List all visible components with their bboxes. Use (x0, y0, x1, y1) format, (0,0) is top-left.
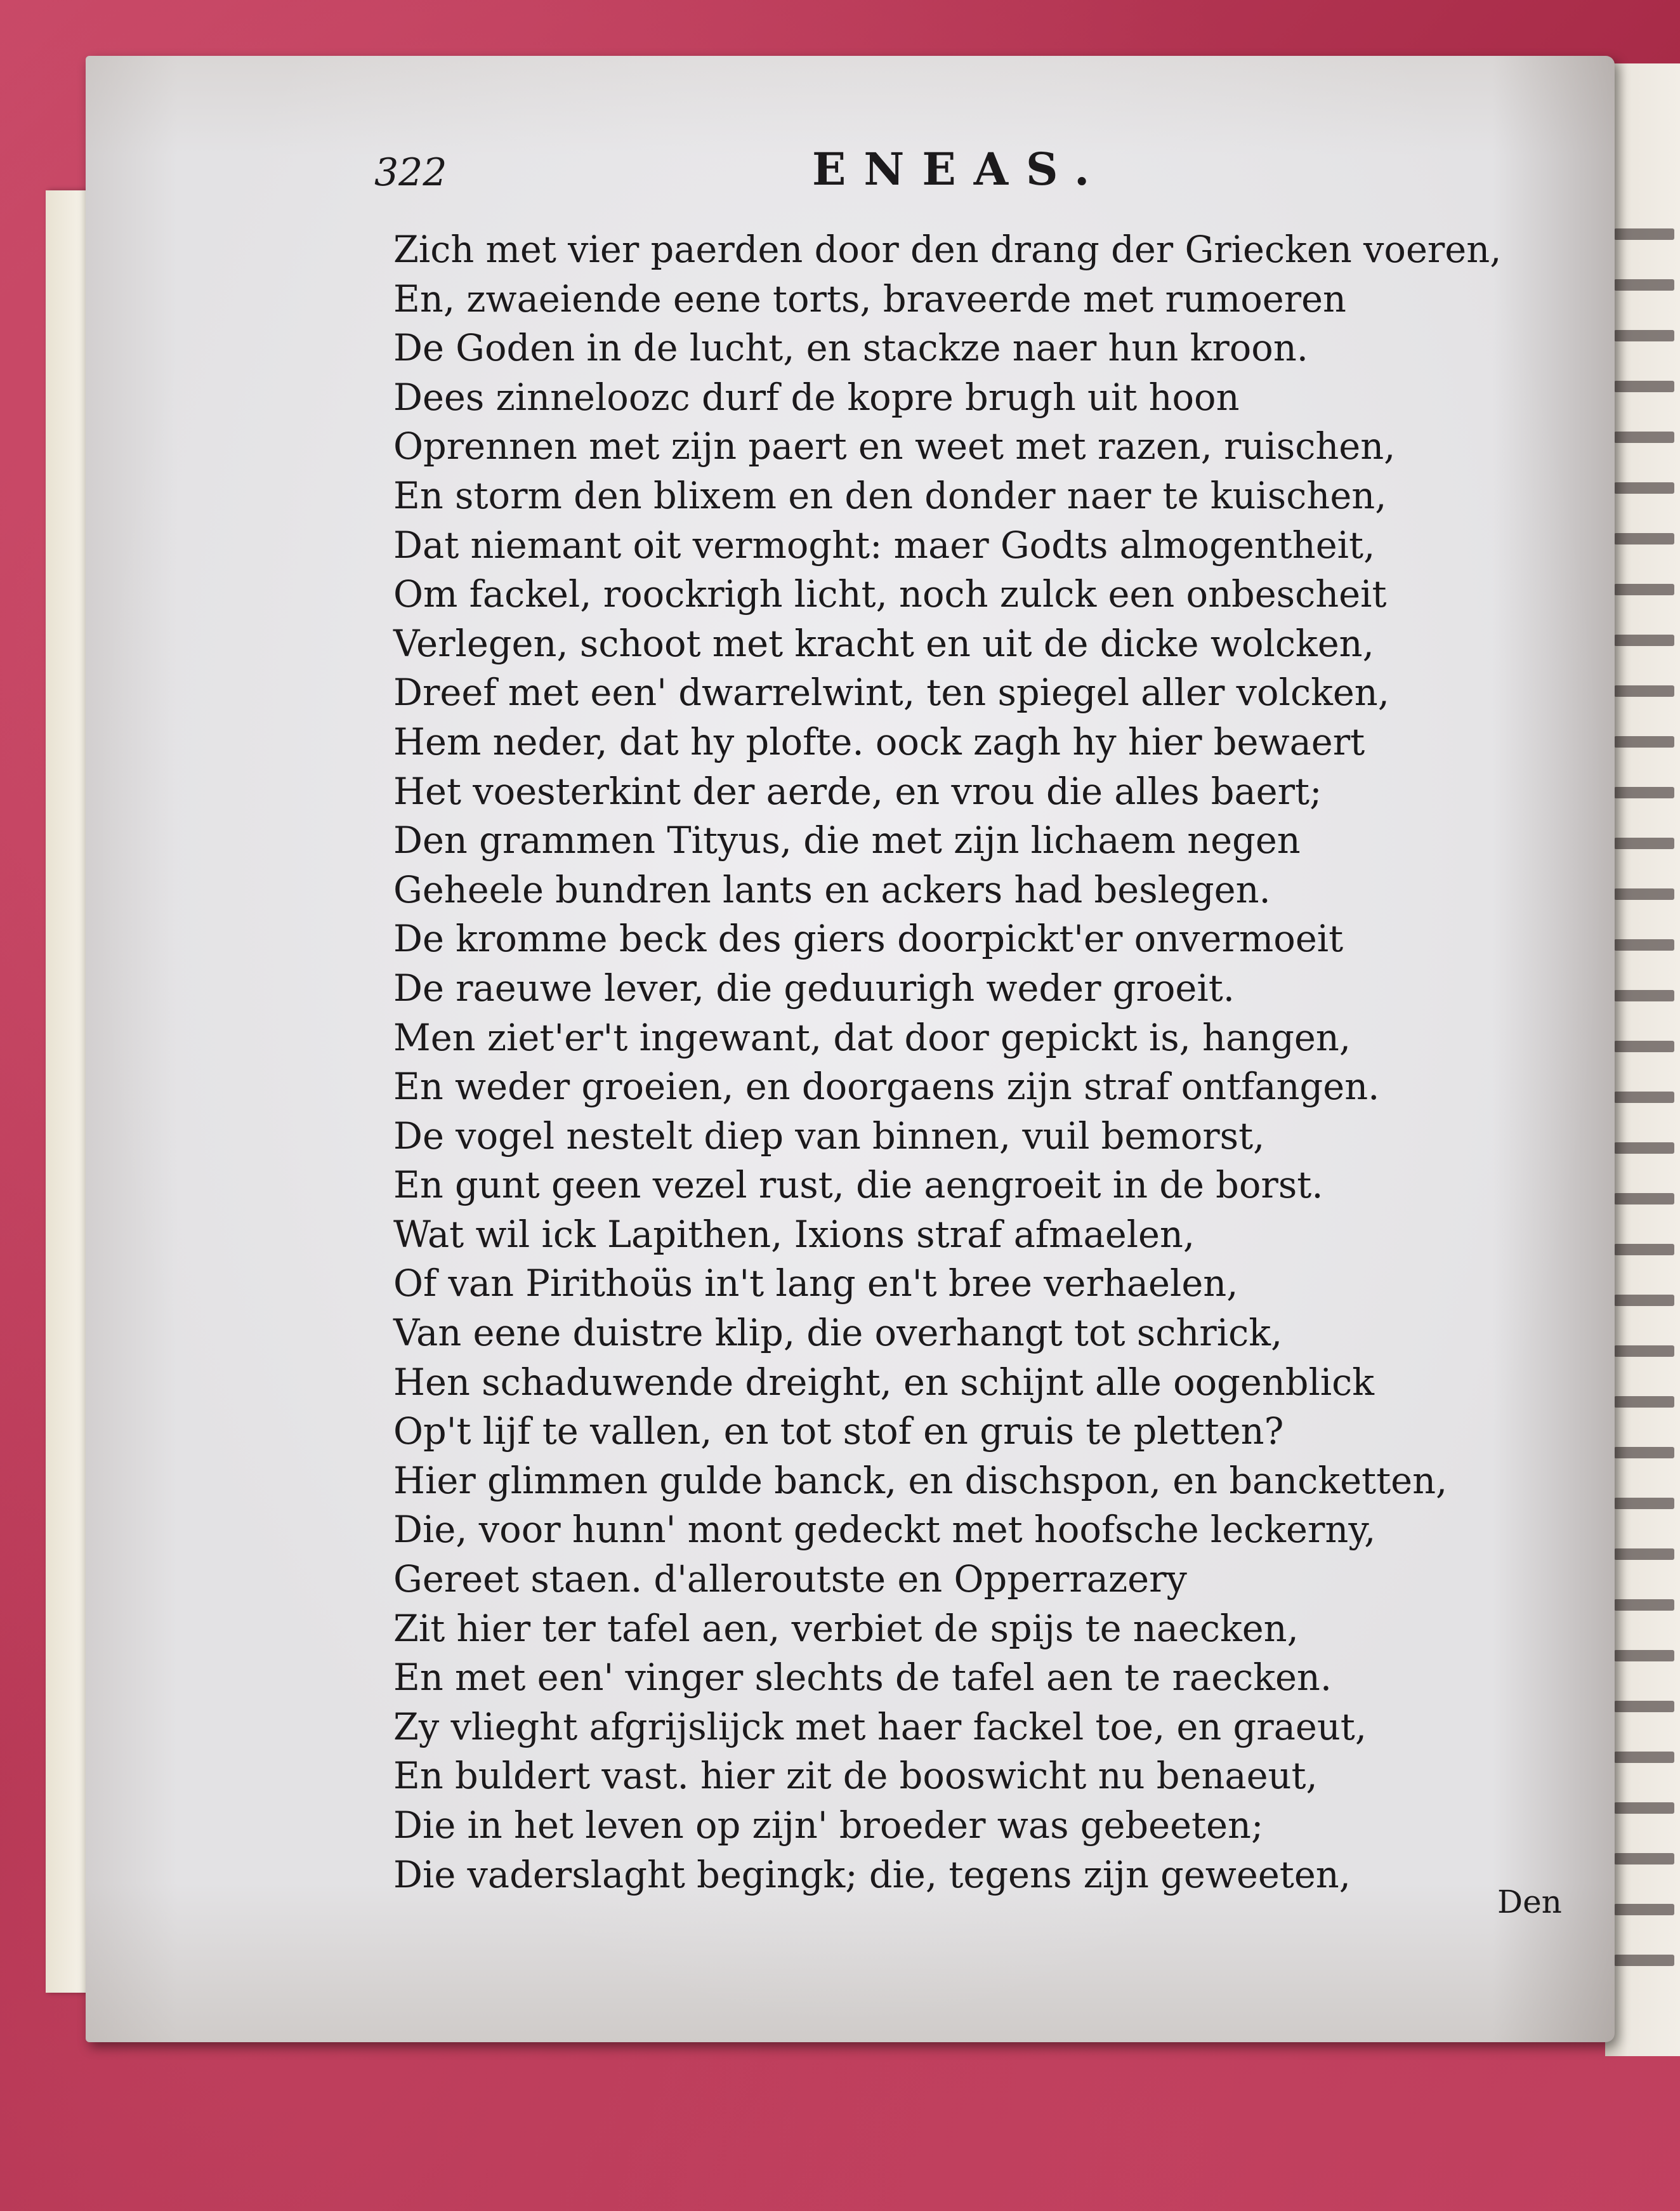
verse-line: En, zwaeiende eene torts, braveerde met rumoeren (393, 277, 1347, 320)
facing-page-text-fragment (1614, 432, 1674, 443)
facing-page-text-fragment (1614, 1701, 1674, 1712)
facing-page-text-fragment (1614, 635, 1674, 646)
verse-line: En storm den blixem en den donder naer te kuischen, (393, 473, 1387, 517)
verse-line: De raeuwe lever, die geduurigh weder groeit. (393, 966, 1235, 1010)
verse-line: Gereet staen. d'alleroutste en Opperrazery (393, 1557, 1187, 1601)
facing-page-text-fragment (1614, 1295, 1674, 1306)
facing-page-text-fragment (1614, 1752, 1674, 1763)
verse-line: Hem neder, dat hy plofte. oock zagh hy hier bewaert (393, 720, 1365, 763)
facing-page-text-fragment (1614, 787, 1674, 798)
verse-line: Zich met vier paerden door den drang der Griecken voeren, (393, 228, 1502, 271)
facing-page-text-fragment (1614, 584, 1674, 595)
facing-page-text-fragment (1614, 1904, 1674, 1915)
verse-line: Om fackel, roockrigh licht, noch zulck een onbescheit (393, 572, 1387, 616)
facing-page-text-fragment (1614, 330, 1674, 341)
facing-page-text-fragment (1614, 1802, 1674, 1814)
page-header (374, 143, 1250, 206)
verse-line: De vogel nestelt diep van binnen, vuil bemorst, (393, 1114, 1265, 1158)
verse-line: En weder groeien, en doorgaens zijn straf ontfangen. (393, 1065, 1380, 1109)
verse-line: Zy vlieght afgrijslijck met haer fackel toe, en graeut, (393, 1705, 1367, 1748)
verse-line: Oprennen met zijn paert en weet met razen, ruischen, (393, 425, 1396, 468)
verse-line: En buldert vast. hier zit de booswicht nu benaeut, (393, 1754, 1318, 1798)
facing-page-text-fragment (1614, 990, 1674, 1001)
facing-page-text-fragment (1614, 1041, 1674, 1052)
verse-line: Dat niemant oit vermoght: maer Godts almogentheit, (393, 523, 1375, 567)
verse-line: Hen schaduwende dreight, en schijnt alle oogenblick (393, 1360, 1375, 1404)
running-title: ENEAS. (812, 143, 1108, 195)
facing-page-text-fragment (1614, 736, 1674, 748)
verse-line: Geheele bundren lants en ackers had beslegen. (393, 868, 1271, 911)
facing-page-text-fragment (1614, 482, 1674, 494)
verse-line: Dreef met een' dwarrelwint, ten spiegel aller volcken, (393, 671, 1389, 715)
facing-page-text-fragment (1614, 1396, 1674, 1408)
facing-page-text-fragment (1614, 1447, 1674, 1458)
verse-line: Men ziet'er't ingewant, dat door gepickt is, hangen, (393, 1015, 1351, 1059)
verse-line: Op't lijf te vallen, en tot stof en gruis te pletten? (393, 1409, 1284, 1453)
facing-page-text-fragment (1614, 228, 1674, 240)
verse-line: Dees zinneloozc durf de kopre brugh uit hoon (393, 375, 1240, 419)
verse-line: Wat wil ick Lapithen, Ixions straf afmaelen, (393, 1212, 1195, 1256)
verse-line: Die in het leven op zijn' broeder was gebeeten; (393, 1804, 1264, 1847)
catchword: Den (1497, 1884, 1562, 1920)
verse-line: De kromme beck des giers doorpickt'er onvermoeit (393, 917, 1344, 961)
facing-page-text-fragment (1614, 1853, 1674, 1864)
verse-line: Of van Pirithoüs in't lang en't bree verhaelen, (393, 1262, 1238, 1305)
verse-line: Die, voor hunn' mont gedeckt met hoofsche leckerny, (393, 1508, 1376, 1552)
facing-page-text-fragment (1614, 1650, 1674, 1661)
verse-line: Het voesterkint der aerde, en vrou die alles baert; (393, 769, 1322, 813)
verse-line: Zit hier ter tafel aen, verbiet de spijs te naecken, (393, 1606, 1299, 1650)
facing-page-text-fragment (1614, 1548, 1674, 1560)
page-number: 322 (374, 150, 447, 195)
verse-line: Den grammen Tityus, die met zijn lichaem negen (393, 819, 1301, 862)
facing-page-text-fragment (1614, 838, 1674, 849)
facing-page-text-fragment (1614, 1599, 1674, 1611)
facing-page-text-fragment (1614, 1955, 1674, 1966)
facing-page-text-fragment (1614, 381, 1674, 392)
verse-line: En gunt geen vezel rust, die aengroeit in de borst. (393, 1163, 1323, 1207)
facing-page-text-fragment (1614, 1193, 1674, 1204)
facing-page-text-fragment (1614, 1498, 1674, 1509)
facing-page-text-fragment (1614, 1345, 1674, 1357)
facing-page-text-fragment (1614, 685, 1674, 697)
facing-page-text-fragment (1614, 533, 1674, 544)
facing-page-text-fragment (1614, 279, 1674, 291)
facing-page-text-fragment (1614, 939, 1674, 951)
facing-page-text-fragment (1614, 1142, 1674, 1154)
verse-line: En met een' vinger slechts de tafel aen te raecken. (393, 1656, 1332, 1700)
verse-line: Van eene duistre klip, die overhangt tot schrick, (393, 1311, 1283, 1355)
facing-page-edge (1605, 63, 1680, 2056)
verse-line: Hier glimmen gulde banck, en dischspon, en bancketten, (393, 1458, 1448, 1502)
verse-text-block (393, 225, 1599, 1899)
verse-line: De Goden in de lucht, en stackze naer hun kroon. (393, 326, 1309, 370)
verse-line: Verlegen, schoot met kracht en uit de dicke wolcken, (393, 621, 1374, 665)
facing-page-text-fragment (1614, 1244, 1674, 1255)
facing-page-text-fragment (1614, 888, 1674, 900)
verse-line: Die vaderslaght begingk; die, tegens zijn geweeten, (393, 1852, 1351, 1896)
facing-page-text-fragment (1614, 1092, 1674, 1103)
